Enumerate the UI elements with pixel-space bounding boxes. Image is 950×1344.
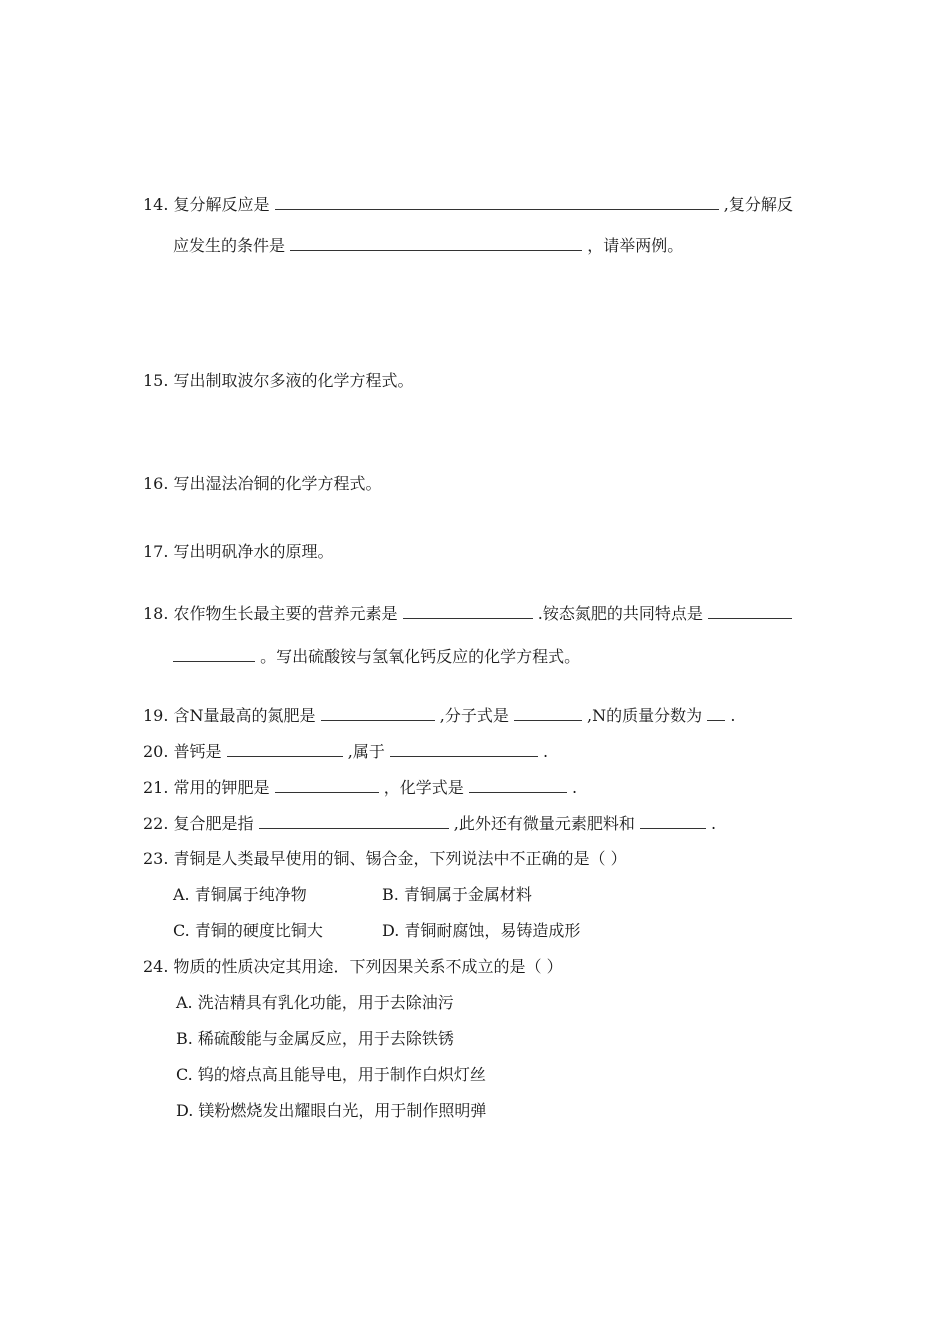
question-text: 复合肥是指 bbox=[173, 814, 254, 833]
question-text: .铵态氮肥的共同特点是 bbox=[537, 604, 703, 623]
question-text: . bbox=[730, 706, 736, 725]
question-text: 应发生的条件是 bbox=[173, 236, 286, 255]
question-23-option-c[interactable] bbox=[173, 920, 323, 942]
question-text: 复分解反应是 bbox=[173, 195, 270, 214]
question-text: ,分子式是 bbox=[439, 706, 509, 725]
answer-blank[interactable] bbox=[403, 602, 533, 619]
question-14-line-1 bbox=[143, 193, 793, 216]
question-text: 含N量最高的氮肥是 bbox=[173, 706, 316, 725]
question-text: 常用的钾肥是 bbox=[173, 778, 270, 797]
question-24-option-a[interactable] bbox=[176, 992, 454, 1014]
question-22 bbox=[143, 812, 716, 835]
question-15 bbox=[143, 370, 414, 392]
question-24-stem bbox=[143, 956, 563, 978]
option-text: C. 青铜的硬度比铜大 bbox=[173, 921, 323, 940]
question-text: ，请举两例。 bbox=[587, 236, 684, 255]
question-text: 写出明矾净水的原理。 bbox=[173, 542, 334, 561]
question-23-option-a[interactable] bbox=[173, 884, 307, 906]
answer-blank[interactable] bbox=[173, 645, 255, 662]
question-number: 22. bbox=[143, 814, 169, 833]
question-number: 16. bbox=[143, 474, 169, 493]
option-text: A. 洗洁精具有乳化功能，用于去除油污 bbox=[176, 993, 454, 1012]
question-number: 17. bbox=[143, 542, 169, 561]
question-text: 写出湿法冶铜的化学方程式。 bbox=[173, 474, 382, 493]
question-23-option-d[interactable] bbox=[382, 920, 580, 942]
question-24-option-b[interactable] bbox=[176, 1028, 454, 1050]
question-text: . bbox=[711, 814, 717, 833]
question-16 bbox=[143, 473, 382, 495]
question-24-option-d[interactable] bbox=[176, 1100, 486, 1122]
answer-blank[interactable] bbox=[640, 812, 706, 829]
question-14-line-2 bbox=[173, 234, 683, 257]
answer-blank[interactable] bbox=[259, 812, 449, 829]
option-text: B. 稀硫酸能与金属反应，用于去除铁锈 bbox=[176, 1029, 454, 1048]
option-text: D. 镁粉燃烧发出耀眼白光，用于制作照明弹 bbox=[176, 1101, 487, 1120]
answer-blank[interactable] bbox=[390, 740, 538, 757]
question-18-line-2 bbox=[173, 645, 580, 668]
answer-blank[interactable] bbox=[707, 704, 725, 721]
option-text: D. 青铜耐腐蚀，易铸造成形 bbox=[382, 921, 581, 940]
question-21 bbox=[143, 776, 577, 799]
option-text: A. 青铜属于纯净物 bbox=[173, 885, 307, 904]
question-text: 。写出硫酸铵与氢氧化钙反应的化学方程式。 bbox=[260, 647, 581, 666]
question-19 bbox=[143, 704, 735, 727]
question-text: ,N的质量分数为 bbox=[587, 706, 703, 725]
answer-blank[interactable] bbox=[708, 602, 792, 619]
question-18-line-1 bbox=[143, 602, 792, 625]
question-text: ，化学式是 bbox=[383, 778, 464, 797]
question-number: 18. bbox=[143, 604, 169, 623]
question-24-option-c[interactable] bbox=[176, 1064, 486, 1086]
question-text: . bbox=[571, 778, 578, 797]
question-number: 14. bbox=[143, 195, 169, 214]
question-number: 23. bbox=[143, 849, 169, 868]
question-number: 20. bbox=[143, 742, 169, 761]
answer-blank[interactable] bbox=[290, 234, 582, 251]
option-text: C. 钨的熔点高且能导电，用于制作白炽灯丝 bbox=[176, 1065, 486, 1084]
question-number: 24. bbox=[143, 957, 169, 976]
question-number: 19. bbox=[143, 706, 169, 725]
answer-blank[interactable] bbox=[469, 776, 567, 793]
answer-blank[interactable] bbox=[227, 740, 343, 757]
question-23-stem bbox=[143, 848, 627, 870]
question-text: 农作物生长最主要的营养元素是 bbox=[173, 604, 398, 623]
answer-blank[interactable] bbox=[514, 704, 582, 721]
question-17 bbox=[143, 541, 334, 563]
answer-blank[interactable] bbox=[321, 704, 435, 721]
question-text: 普钙是 bbox=[173, 742, 222, 761]
question-text: 写出制取波尔多液的化学方程式。 bbox=[173, 371, 414, 390]
question-text: . bbox=[543, 742, 549, 761]
question-text: 青铜是人类最早使用的铜、锡合金，下列说法中不正确的是（ ） bbox=[173, 849, 627, 868]
question-text: ,属于 bbox=[347, 742, 385, 761]
question-text: 物质的性质决定其用途．下列因果关系不成立的是（ ） bbox=[173, 957, 563, 976]
question-20 bbox=[143, 740, 548, 763]
question-text: ,复分解反 bbox=[723, 195, 793, 214]
answer-blank[interactable] bbox=[275, 776, 379, 793]
question-23-option-b[interactable] bbox=[382, 884, 532, 906]
question-text: ,此外还有微量元素肥料和 bbox=[453, 814, 635, 833]
question-number: 21. bbox=[143, 778, 169, 797]
answer-blank[interactable] bbox=[275, 193, 719, 210]
option-text: B. 青铜属于金属材料 bbox=[382, 885, 532, 904]
question-number: 15. bbox=[143, 371, 169, 390]
